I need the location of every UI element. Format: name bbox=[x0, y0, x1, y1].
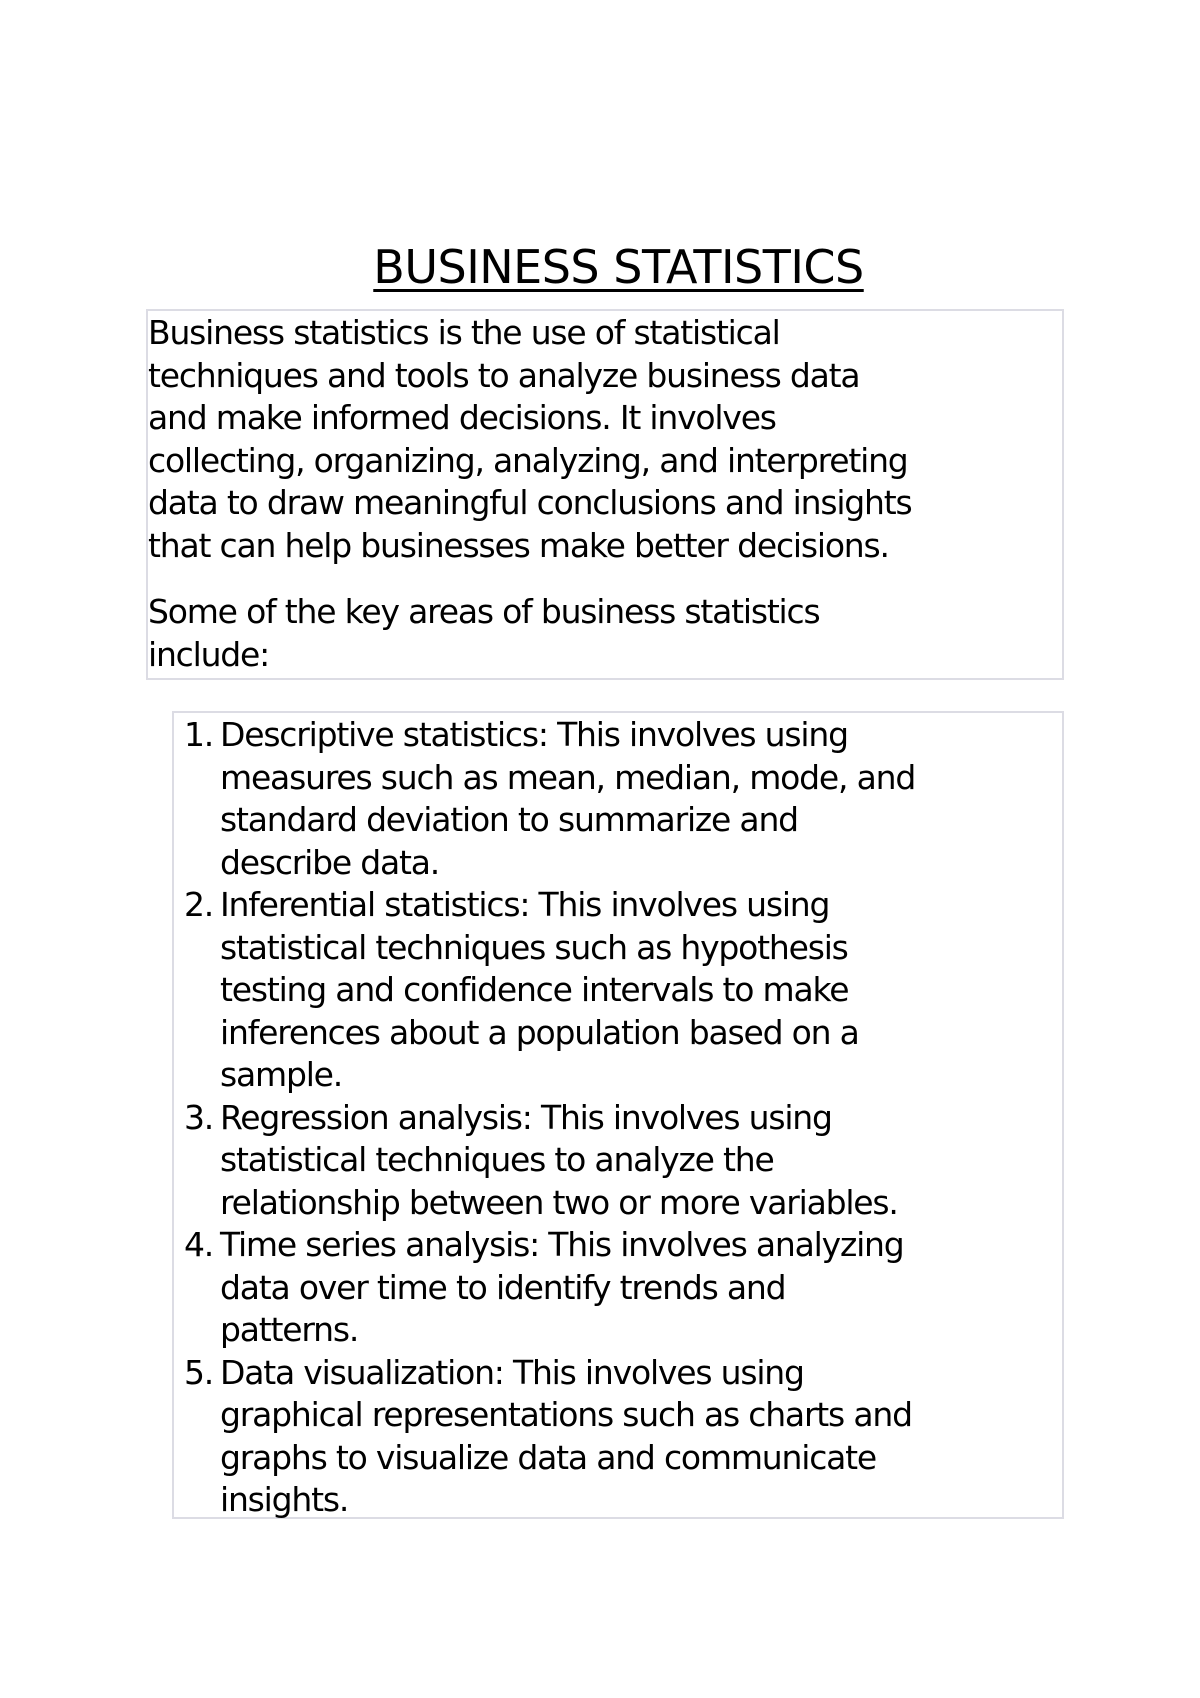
text-line: Time series analysis: This involves analyzing bbox=[220, 1225, 904, 1264]
text-line: statistical techniques to analyze the bbox=[220, 1140, 774, 1179]
text-line: inferences about a population based on a bbox=[220, 1012, 859, 1052]
text-line: include: bbox=[148, 634, 270, 674]
text-line: data over time to identify trends and bbox=[220, 1267, 786, 1307]
text-line: collecting, organizing, analyzing, and interpreting bbox=[148, 440, 908, 480]
list-item bbox=[174, 1224, 1062, 1352]
document-title: BUSINESS STATISTICS bbox=[373, 240, 864, 294]
text-line: standard deviation to summarize and bbox=[220, 800, 798, 839]
text-line: Business statistics is the use of statistical bbox=[148, 313, 780, 352]
text-line: describe data. bbox=[220, 842, 440, 882]
key-areas-paragraph bbox=[148, 591, 1062, 676]
text-line: Some of the key areas of business statistics bbox=[148, 592, 820, 631]
text-line: data to draw meaningful conclusions and insights bbox=[148, 483, 912, 522]
list-item bbox=[174, 884, 1062, 1097]
list-number: 2. bbox=[184, 885, 214, 924]
list-number: 3. bbox=[184, 1097, 214, 1137]
intro-paragraph bbox=[148, 312, 1062, 567]
list-item bbox=[174, 1097, 1062, 1225]
list-item bbox=[174, 714, 1062, 884]
text-line: graphs to visualize data and communicate bbox=[220, 1437, 877, 1477]
text-line: statistical techniques such as hypothesis bbox=[220, 927, 848, 967]
text-line: graphical representations such as charts and bbox=[220, 1395, 912, 1434]
text-line: insights. bbox=[220, 1480, 349, 1519]
text-line: and make informed decisions. It involves bbox=[148, 398, 776, 437]
text-line: relationship between two or more variables. bbox=[220, 1182, 898, 1222]
text-line: patterns. bbox=[220, 1310, 359, 1349]
text-line: Data visualization: This involves using bbox=[220, 1352, 804, 1392]
list-number: 1. bbox=[184, 715, 214, 754]
intro-text-box bbox=[146, 309, 1064, 680]
list-number: 4. bbox=[184, 1225, 214, 1264]
text-line: Inferential statistics: This involves using bbox=[220, 885, 830, 924]
key-areas-list bbox=[174, 713, 1062, 1522]
text-line: measures such as mean, median, mode, and bbox=[220, 757, 916, 797]
key-areas-list-box bbox=[172, 711, 1064, 1519]
text-line: sample. bbox=[220, 1055, 343, 1094]
text-line: that can help businesses make better decisions. bbox=[148, 525, 889, 565]
list-item bbox=[174, 1352, 1062, 1522]
list-number: 5. bbox=[184, 1352, 214, 1392]
text-line: techniques and tools to analyze business data bbox=[148, 355, 860, 395]
text-line: Regression analysis: This involves using bbox=[220, 1097, 832, 1137]
text-line: Descriptive statistics: This involves using bbox=[220, 715, 848, 754]
text-line: testing and confidence intervals to make bbox=[220, 970, 849, 1009]
